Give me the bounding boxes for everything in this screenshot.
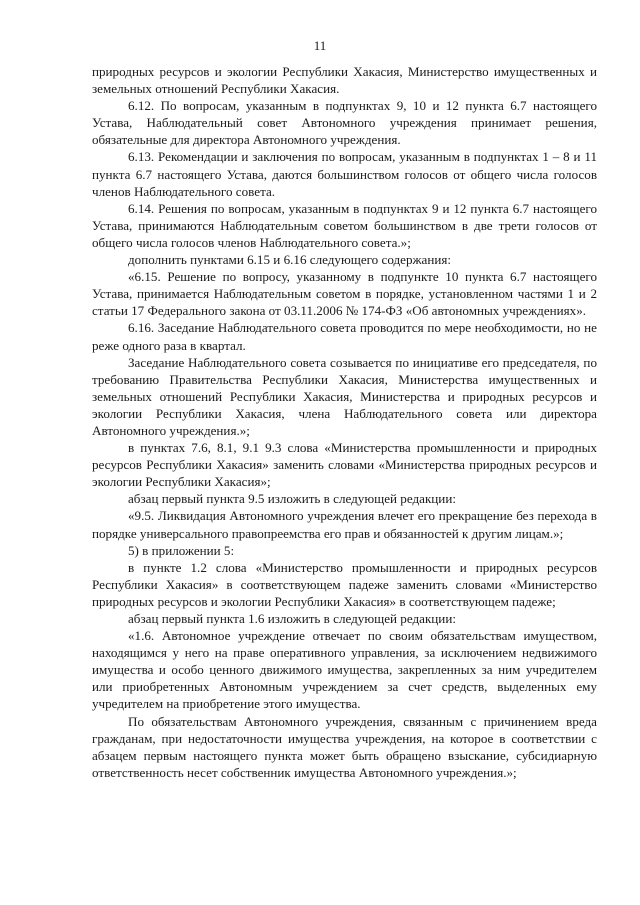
paragraph: 6.16. Заседание Наблюдательного совета проводится по мере необходимости, но не реже одного раза в квартал. (92, 320, 597, 353)
paragraph: абзац первый пункта 9.5 изложить в следующей редакции: (128, 491, 456, 507)
paragraph: 6.14. Решения по вопросам, указанным в подпунктах 9 и 12 пункта 6.7 настоящего Устава, принимаются Наблюдательным советом большинством в две трети голосов от общего числа голосов членов Наблюдательного совета.»; (92, 200, 597, 250)
paragraph: «1.6. Автономное учреждение отвечает по своим обязательствам имуществом, находящимся у него на праве оперативного управления, за исключением недвижимого имущества и особо ценного движимого имущества, закрепленных за ним учредителем или приобретенных Автономным учреждением за счет средств, выделенных ему учредителем на приобретение этого имущества. (92, 628, 597, 712)
document-body (92, 63, 597, 781)
paragraph: дополнить пунктами 6.15 и 6.16 следующего содержания: (128, 252, 452, 268)
paragraph: в пунктах 7.6, 8.1, 9.1 9.3 слова «Министерства промышленности и природных ресурсов Республики Хакасия» заменить словами «Министерства природных ресурсов и экологии Республики Хакасия»; (92, 440, 597, 490)
paragraph: Заседание Наблюдательного совета созывается по инициативе его председателя, по требованию Правительства Республики Хакасия, Министерства имущественных и земельных отношений Республики Хакасия, Министерства и природных ресурсов и экологии Республики Хакасия, члена Наблюдательного совета или директора Автономного учреждения.»; (92, 354, 597, 438)
paragraph: «9.5. Ликвидация Автономного учреждения влечет его прекращение без перехода в порядке универсального правопреемства его прав и обязанностей к другим лицам.»; (92, 508, 597, 541)
paragraph: По обязательствам Автономного учреждения, связанным с причинением вреда гражданам, при недостаточности имущества учреждения, на которое в соответствии с абзацем первым настоящего пункта может быть обращено взыскание, субсидиарную ответственность несет собственник имущества Автономного учреждения.»; (92, 713, 597, 780)
paragraph: 6.13. Рекомендации и заключения по вопросам, указанным в подпунктах 1 – 8 и 11 пункта 6.7 настоящего Устава, даются большинством голосов от общего числа голосов членов Наблюдательного совета. (92, 149, 597, 199)
page-number: 11 (313, 38, 327, 53)
paragraph: абзац первый пункта 1.6 изложить в следующей редакции: (128, 611, 456, 626)
paragraph: 6.12. По вопросам, указанным в подпунктах 9, 10 и 12 пункта 6.7 настоящего Устава, Наблюдательный совет Автономного учреждения принимает решения, обязательные для директора Автономного учреждения. (92, 98, 597, 148)
paragraph: в пункте 1.2 слова «Министерство промышленности и природных ресурсов Республики Хакасия» в соответствующем падеже заменить словами «Министерство природных ресурсов и экологии Республики Хакасия» в соответствующем падеже; (92, 559, 597, 609)
paragraph: «6.15. Решение по вопросу, указанному в подпункте 10 пункта 6.7 настоящего Устава, принимается Наблюдательным советом в порядке, установленном частями 1 и 2 статьи 17 Федерального закона от 03.11.2006 № 174-ФЗ «Об автономных учреждениях». (92, 269, 597, 319)
paragraph: природных ресурсов и экологии Республики Хакасия, Министерство имущественных и земельных отношений Республики Хакасия. (92, 64, 597, 97)
paragraph: 5) в приложении 5: (128, 542, 235, 558)
